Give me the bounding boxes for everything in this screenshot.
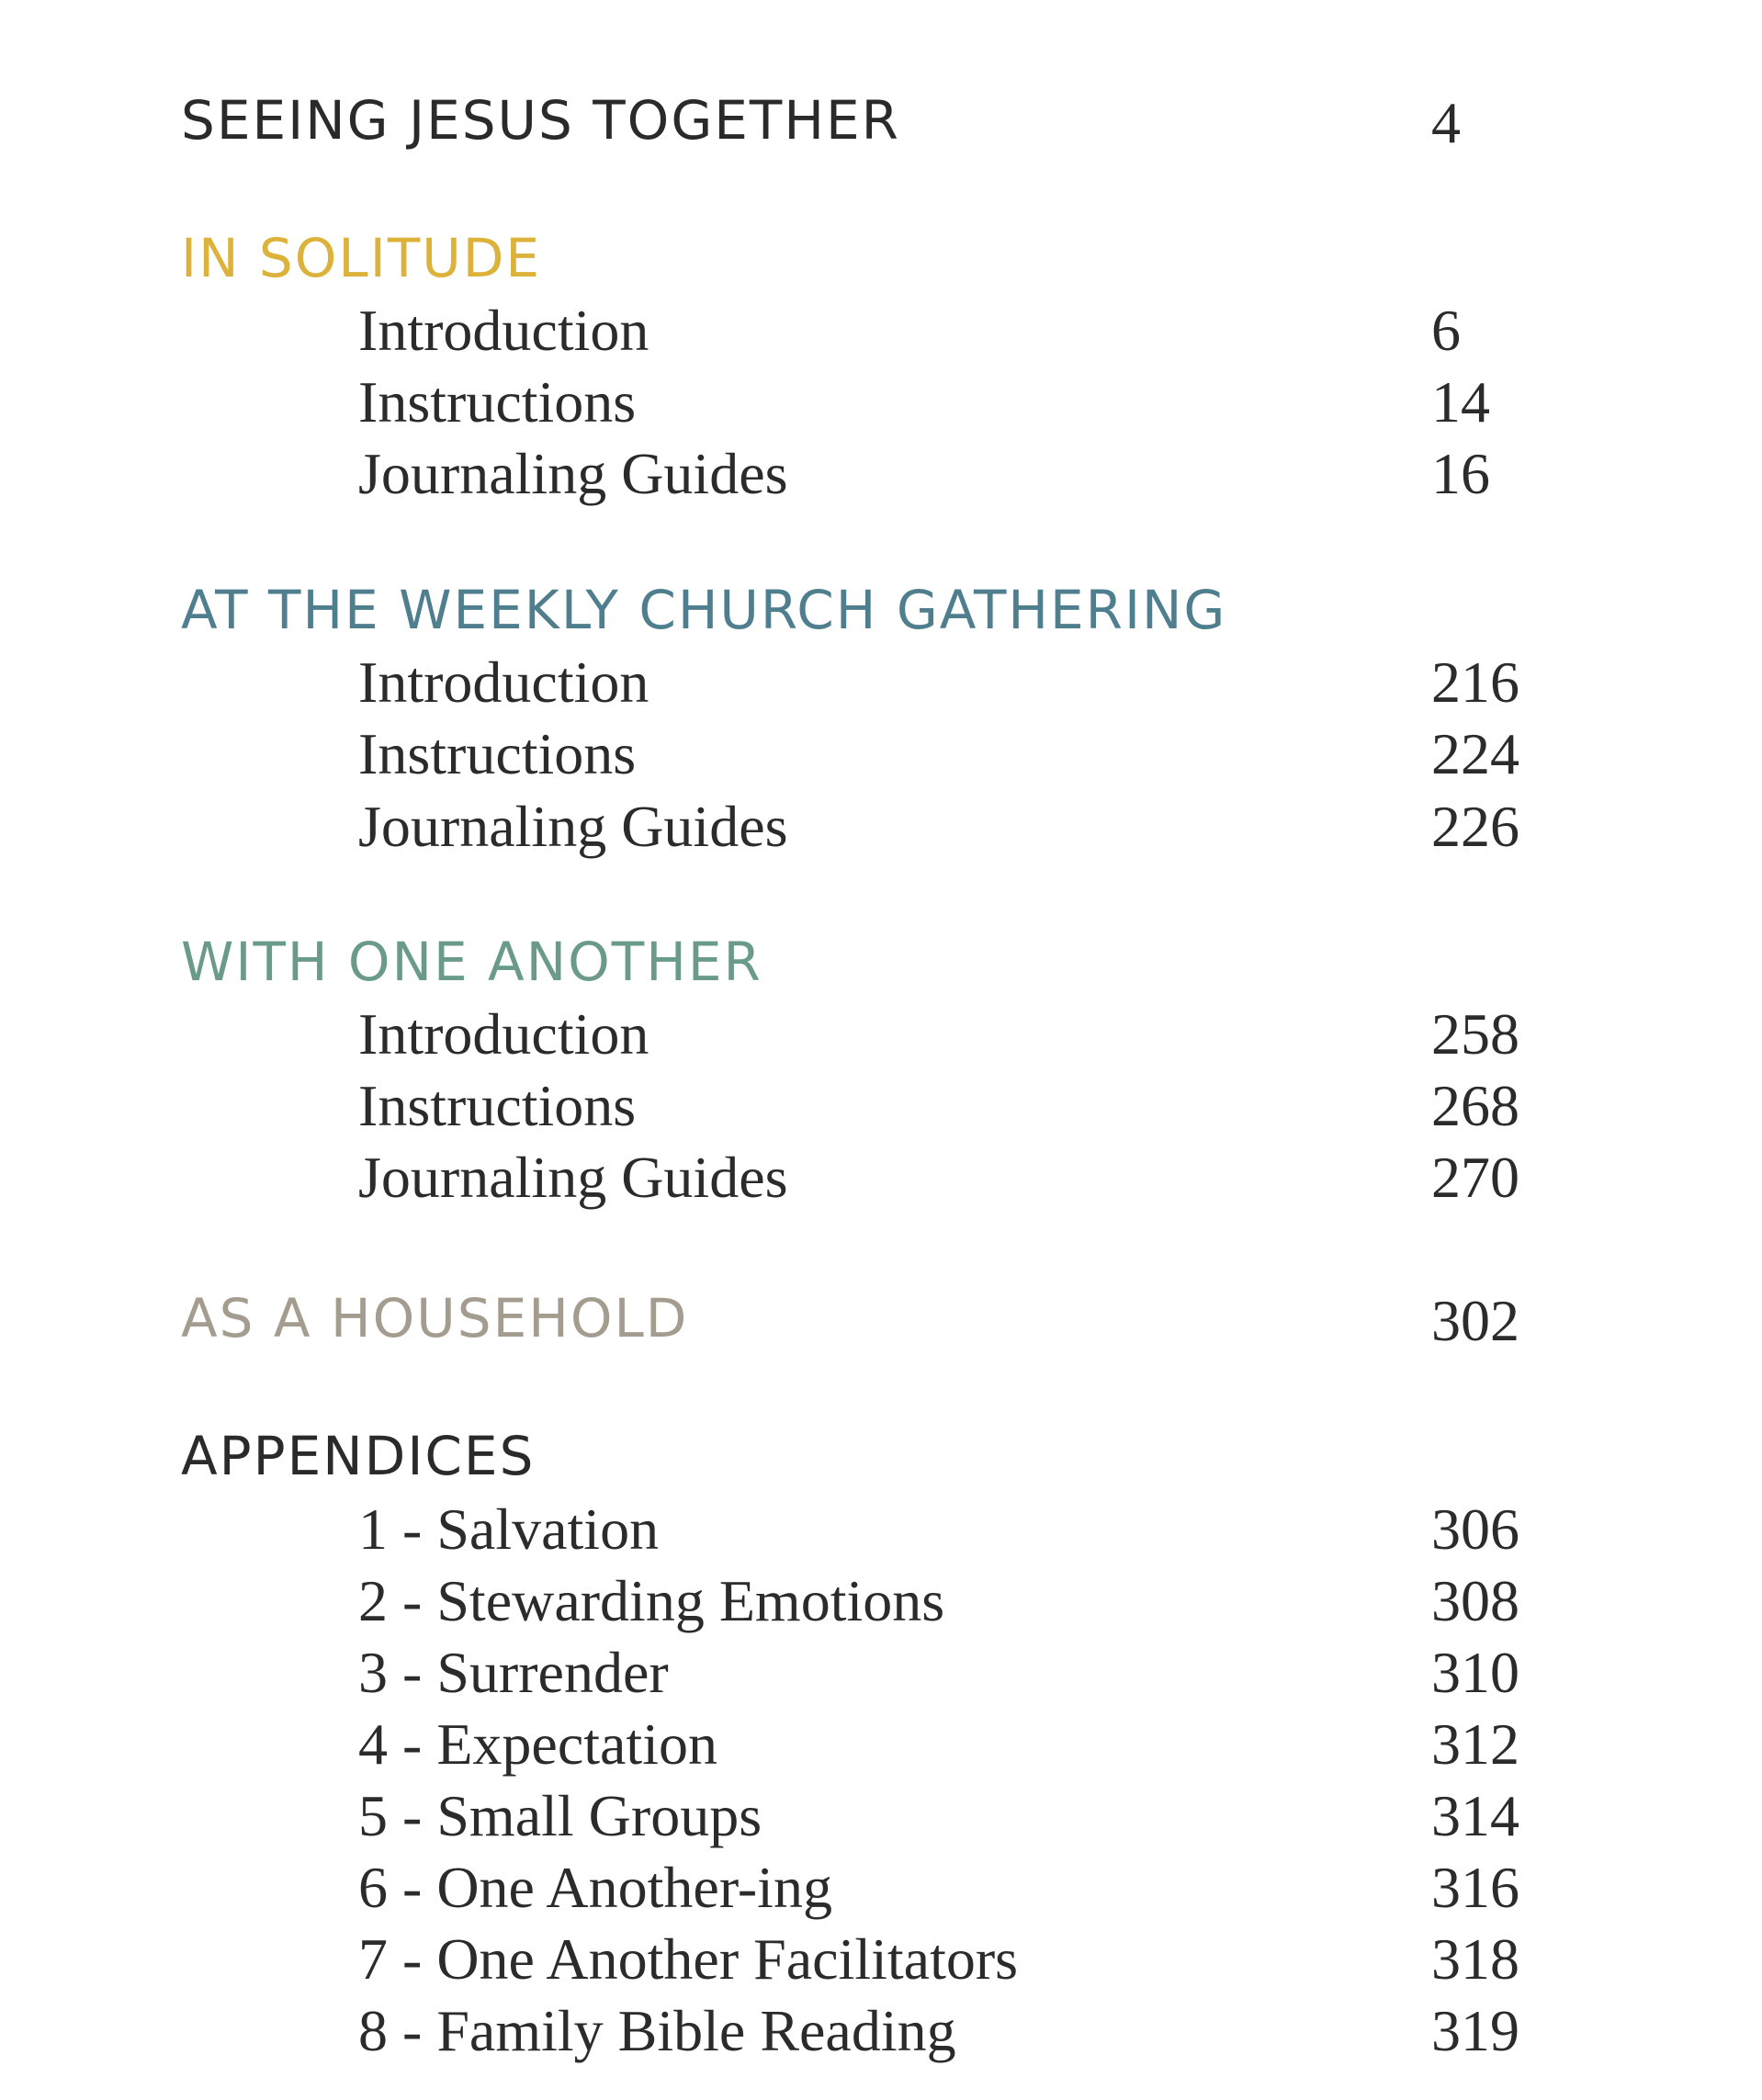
section-title: AS A HOUSEHOLD — [181, 1287, 689, 1349]
page-number: 258 — [1431, 1001, 1519, 1067]
entry-label: 5 - Small Groups — [358, 1783, 762, 1848]
entry-label: Instructions — [358, 369, 637, 435]
entry-label: Introduction — [358, 1001, 649, 1067]
section-title: APPENDICES — [181, 1425, 536, 1487]
entry-label: Journaling Guides — [358, 441, 788, 506]
page-number: 308 — [1431, 1568, 1519, 1633]
entry-label: Introduction — [358, 649, 649, 715]
entry-label: Journaling Guides — [358, 1145, 788, 1210]
entry-label: 2 - Stewarding Emotions — [358, 1568, 945, 1633]
section-title: WITH ONE ANOTHER — [181, 931, 762, 993]
page-number: 4 — [1431, 90, 1461, 155]
page-number: 318 — [1431, 1926, 1519, 1992]
page-number: 306 — [1431, 1496, 1519, 1562]
section-title: SEEING JESUS TOGETHER — [181, 89, 900, 152]
page-number: 314 — [1431, 1783, 1519, 1848]
page-number: 6 — [1431, 298, 1461, 363]
entry-label: 6 - One Another-ing — [358, 1855, 832, 1920]
page-number: 226 — [1431, 794, 1519, 859]
page-number: 310 — [1431, 1640, 1519, 1705]
page-number: 268 — [1431, 1073, 1519, 1138]
entry-label: 3 - Surrender — [358, 1640, 669, 1705]
page-number: 14 — [1431, 369, 1490, 435]
page-number: 302 — [1431, 1288, 1519, 1353]
entry-label: 7 - One Another Facilitators — [358, 1926, 1019, 1992]
entry-label: Instructions — [358, 721, 637, 786]
entry-label: 1 - Salvation — [358, 1496, 660, 1562]
page-number: 16 — [1431, 441, 1490, 506]
entry-label: Journaling Guides — [358, 794, 788, 859]
page-number: 270 — [1431, 1145, 1519, 1210]
entry-label: Instructions — [358, 1073, 637, 1138]
page-number: 224 — [1431, 721, 1519, 786]
entry-label: Introduction — [358, 298, 649, 363]
section-title: AT THE WEEKLY CHURCH GATHERING — [181, 579, 1227, 641]
page-number: 319 — [1431, 1998, 1519, 2063]
entry-label: 4 - Expectation — [358, 1711, 717, 1777]
section-title: IN SOLITUDE — [181, 227, 542, 289]
page-number: 316 — [1431, 1855, 1519, 1920]
entry-label: 8 - Family Bible Reading — [358, 1998, 956, 2063]
page-number: 216 — [1431, 649, 1519, 715]
page-number: 312 — [1431, 1711, 1519, 1777]
